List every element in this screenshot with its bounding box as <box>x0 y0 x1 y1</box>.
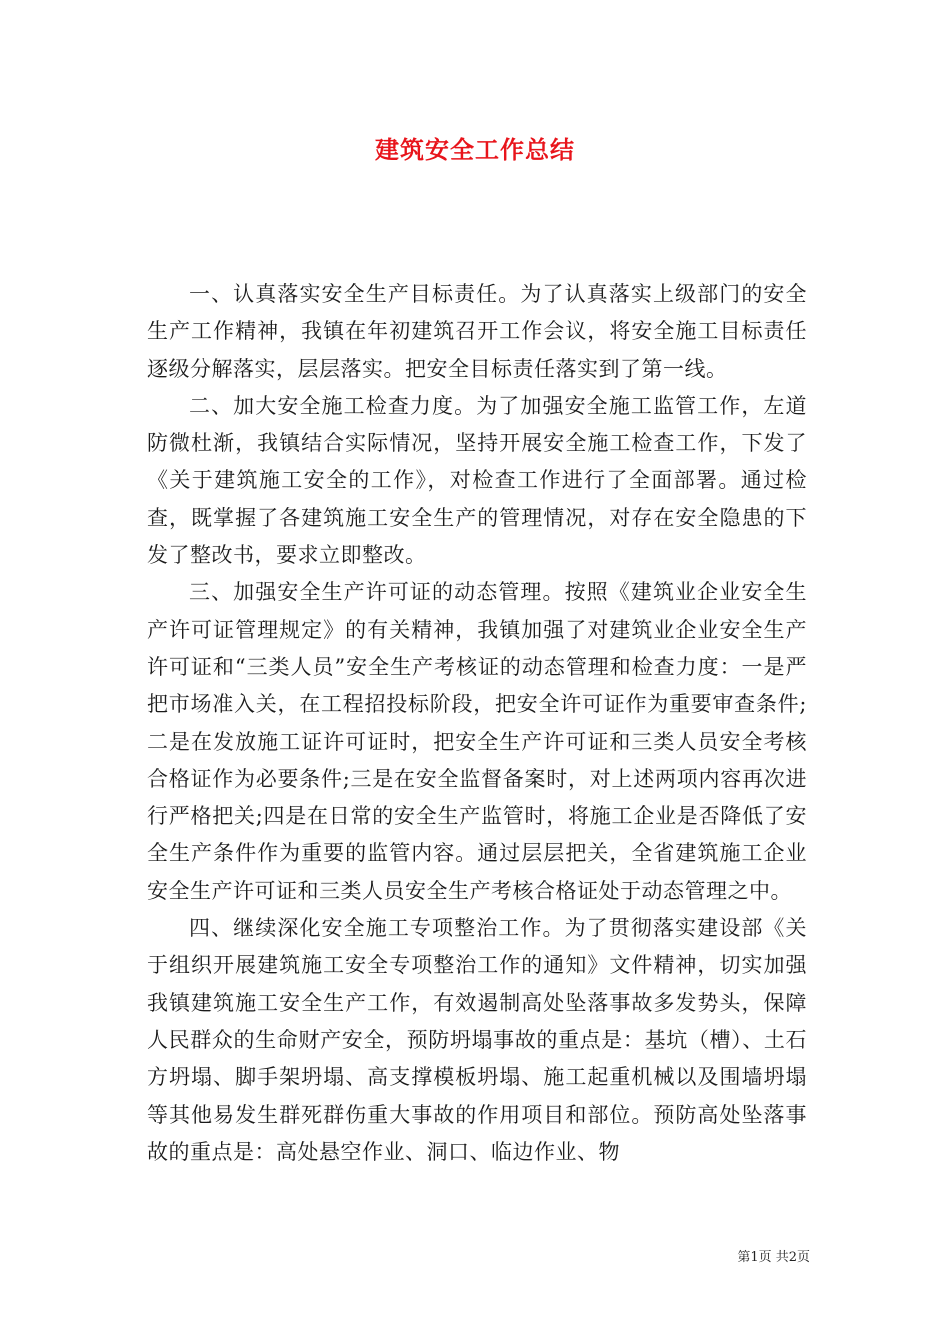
paragraph-2: 二、加大安全施工检查力度。为了加强安全施工监管工作，左道防微杜渐，我镇结合实际情况，坚持开展安全施工检查工作，下发了《关于建筑施工安全的工作》，对检查工作进行了全面部署。通过检查，既掌握了各建筑施工安全生产的管理情况，对存在安全隐患的下发了整改书，要求立即整改。 <box>147 393 807 568</box>
page-number-footer: 第1页 共2页 <box>737 1250 810 1265</box>
paragraph-4: 四、继续深化安全施工专项整治工作。为了贯彻落实建设部《关于组织开展建筑施工安全专项整治工作的通知》文件精神，切实加强我镇建筑施工安全生产工作，有效遏制高处坠落事故多发势头，保障人民群众的生命财产安全，预防坍塌事故的重点是：基坑（槽）、土石方坍塌、脚手架坍塌、高支撑模板坍塌、施工起重机械以及围墙坍塌等其他易发生群死群伤重大事故的作用项目和部位。预防高处坠落事故的重点是：高处悬空作业、洞口、临边作业、物 <box>147 916 807 1164</box>
paragraph-1: 一、认真落实安全生产目标责任。为了认真落实上级部门的安全生产工作精神，我镇在年初建筑召开工作会议，将安全施工目标责任逐级分解落实，层层落实。把安全目标责任落实到了第一线。 <box>147 282 807 381</box>
paragraph-3: 三、加强安全生产许可证的动态管理。按照《建筑业企业安全生产许可证管理规定》的有关精神，我镇加强了对建筑业企业安全生产许可证和“三类人员”安全生产考核证的动态管理和检查力度：一是严把市场准入关，在工程招投标阶段，把安全许可证作为重要审查条件;二是在发放施工证许可证时，把安全生产许可证和三类人员安全考核合格证作为必要条件;三是在安全监督备案时，对上述两项内容再次进行严格把关;四是在日常的安全生产监管时，将施工企业是否降低了安全生产条件作为重要的监管内容。通过层层把关，全省建筑施工企业安全生产许可证和三类人员安全生产考核合格证处于动态管理之中。 <box>147 580 807 903</box>
document-title: 建筑安全工作总结 <box>375 135 575 164</box>
document-body <box>147 276 807 1171</box>
